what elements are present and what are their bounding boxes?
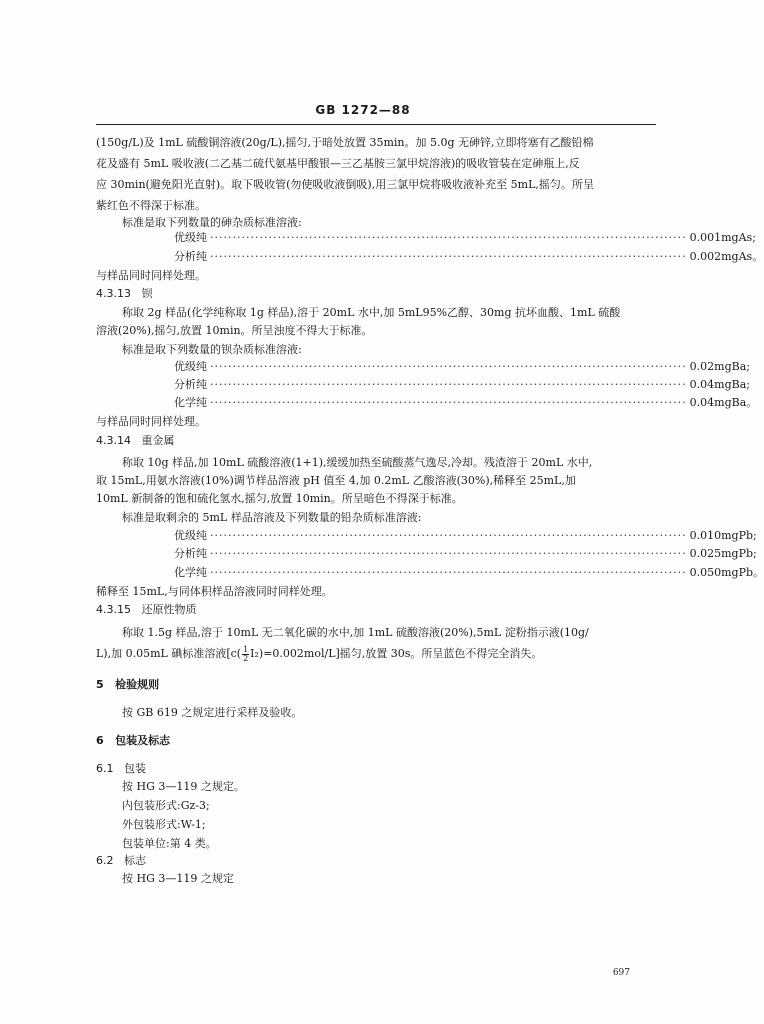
packaging-line-2: 内包装形式:Gz-3; (122, 799, 210, 812)
section-number: 4.3.13 (96, 287, 131, 300)
section-title: 检验规则 (115, 678, 160, 691)
page-number: 697 (612, 968, 630, 978)
packaging-line-1: 按 HG 3—119 之规定。 (122, 780, 245, 793)
barium-same-treatment: 与样品同时同样处理。 (96, 415, 206, 428)
section-number: 6 (96, 734, 104, 747)
heavy-metal-standard-intro: 标准是取剩余的 5mL 样品溶液及下列数量的铅杂质标准溶液: (122, 511, 422, 524)
fraction (242, 646, 249, 663)
row-value: 0.02mgBa; (689, 360, 750, 373)
row-value: 0.050mgPb。 (689, 566, 764, 579)
arsenic-same-treatment: 与样品同时同样处理。 (96, 269, 206, 282)
section-number: 6.1 (96, 762, 114, 775)
barium-text-line-2: 溶液(20%),摇匀,放置 10min。所呈浊度不得大于标准。 (96, 324, 373, 337)
leader-dots: ·········································································································· (210, 529, 687, 542)
row-label: 优级纯 (174, 360, 207, 373)
document-header: GB 1272—88 (315, 103, 411, 117)
fraction-denominator: 2 (243, 653, 249, 663)
row-label: 化学纯 (174, 396, 207, 409)
packaging-line-4: 包装单位:第 4 类。 (122, 837, 217, 850)
lead-row-analytical (174, 547, 757, 561)
leader-dots: ·········································································································· (210, 360, 687, 373)
row-label: 优级纯 (174, 231, 207, 244)
arsenic-text-line-3: 应 30min(避免阳光直射)。取下吸收管(勿使吸收液倒吸),用三氯甲烷将吸收液补充至 5mL,摇匀。所呈 (96, 178, 594, 191)
arsenic-standard-intro: 标准是取下列数量的砷杂质标准溶液: (122, 216, 302, 229)
section-6-heading (96, 734, 170, 747)
section-5-heading (96, 678, 159, 691)
leader-dots: ·········································································································· (210, 396, 687, 409)
row-value: 0.025mgPb; (689, 547, 757, 560)
row-label: 分析纯 (174, 250, 207, 263)
section-4-3-15-heading (96, 603, 197, 616)
barium-row-analytical (174, 378, 750, 392)
heavy-metal-text-line-3: 10mL 新制备的饱和硫化氢水,摇匀,放置 10min。所呈暗色不得深于标准。 (96, 492, 463, 505)
section-5-text: 按 GB 619 之规定进行采样及验收。 (122, 706, 303, 719)
section-title: 包装及标志 (115, 734, 171, 747)
row-label: 优级纯 (174, 529, 207, 542)
arsenic-text-line-1: (150g/L)及 1mL 硫酸铜溶液(20g/L),摇匀,于暗处放置 35min。加 5.0g 无砷锌,立即将塞有乙酸铅棉 (96, 136, 594, 149)
row-value: 0.010mgPb; (689, 529, 757, 542)
section-title: 重金属 (141, 434, 175, 447)
heavy-metal-dilution-note: 稀释至 15mL,与同体积样品溶液同时同样处理。 (96, 585, 333, 598)
heavy-metal-text-line-1: 称取 10g 样品,加 10mL 硫酸溶液(1+1),缓缓加热至硫酸蒸气逸尽,冷却。残渣溶于 20mL 水中, (122, 456, 593, 469)
row-label: 化学纯 (174, 566, 207, 579)
row-label: 分析纯 (174, 547, 207, 560)
lead-row-chemical (174, 566, 764, 580)
section-6-2-heading (96, 854, 146, 867)
section-title: 钡 (141, 287, 153, 300)
section-title: 包装 (124, 762, 146, 775)
arsenic-row-guaranteed (174, 231, 756, 245)
marking-line-1: 按 HG 3—119 之规定 (122, 872, 234, 885)
header-rule (96, 124, 656, 125)
barium-row-guaranteed (174, 360, 750, 374)
row-value: 0.04mgBa; (689, 378, 750, 391)
leader-dots: ·········································································································· (210, 250, 687, 263)
barium-row-chemical (174, 396, 758, 410)
arsenic-text-line-2: 花及盛有 5mL 吸收液(二乙基二硫代氨基甲酸银—三乙基胺三氯甲烷溶液)的吸收管装在定砷瓶上,反 (96, 157, 580, 170)
section-4-3-14-heading (96, 434, 175, 447)
row-label: 分析纯 (174, 378, 207, 391)
fraction-numerator: 1 (243, 644, 249, 654)
section-title: 标志 (124, 854, 146, 867)
section-number: 6.2 (96, 854, 114, 867)
arsenic-text-line-4: 紫红色不得深于标准。 (96, 199, 206, 212)
section-6-1-heading (96, 762, 146, 775)
row-value: 0.04mgBa。 (689, 396, 758, 409)
section-number: 5 (96, 678, 104, 691)
reducing-text-line-1: 称取 1.5g 样品,溶于 10mL 无二氧化碳的水中,加 1mL 硫酸溶液(20%),5mL 淀粉指示液(10g/ (122, 626, 589, 639)
row-value: 0.001mgAs; (689, 231, 756, 244)
packaging-line-3: 外包装形式:W-1; (122, 818, 206, 831)
reducing-text-part-b: I₂)=0.002mol/L]摇匀,放置 30s。所呈蓝色不得完全消失。 (250, 647, 543, 660)
reducing-text-line-2 (96, 645, 656, 663)
lead-row-guaranteed (174, 529, 757, 543)
arsenic-row-analytical (174, 250, 764, 264)
section-number: 4.3.15 (96, 603, 131, 616)
reducing-text-part-a: L),加 0.05mL 碘标准溶液[c( (96, 647, 242, 660)
leader-dots: ·········································································································· (210, 231, 687, 244)
section-4-3-13-heading (96, 287, 153, 300)
section-title: 还原性物质 (141, 603, 197, 616)
row-value: 0.002mgAs。 (689, 250, 764, 263)
section-number: 4.3.14 (96, 434, 131, 447)
leader-dots: ·········································································································· (210, 547, 687, 560)
barium-standard-intro: 标准是取下列数量的钡杂质标准溶液: (122, 343, 302, 356)
leader-dots: ·········································································································· (210, 566, 687, 579)
barium-text-line-1: 称取 2g 样品(化学纯称取 1g 样品),溶于 20mL 水中,加 5mL95%乙醇、30mg 抗坏血酸、1mL 硫酸 (122, 306, 621, 319)
leader-dots: ·········································································································· (210, 378, 687, 391)
heavy-metal-text-line-2: 取 15mL,用氨水溶液(10%)调节样品溶液 pH 值至 4,加 0.2mL 乙酸溶液(30%),稀释至 25mL,加 (96, 474, 576, 487)
